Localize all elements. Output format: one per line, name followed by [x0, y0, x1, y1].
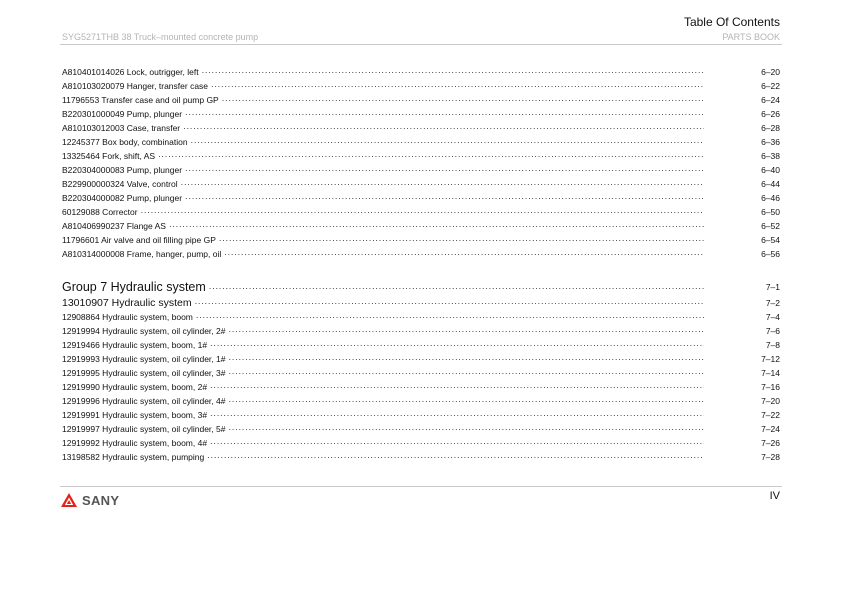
toc-entry[interactable]: [62, 163, 780, 177]
toc-entry-label: 13325464 Fork, shift, AS ·····: [62, 149, 704, 163]
toc-entry-page: 6–54: [761, 235, 780, 245]
book-label: PARTS BOOK: [722, 32, 780, 42]
header-title: Table Of Contents: [683, 15, 780, 29]
header-divider: [60, 44, 782, 45]
toc-entry-page: 7–6: [765, 326, 780, 336]
toc-entry-page: 6–40: [761, 165, 780, 175]
toc-entry-page: 6–44: [761, 179, 780, 189]
toc-entry-page: 6–52: [761, 221, 780, 231]
toc-entry-label: 12908864 Hydraulic system, boom ·····: [62, 310, 704, 324]
toc-entry-page: 7–4: [765, 312, 780, 322]
toc-subgroup-label: 13010907 Hydraulic system ·····: [62, 296, 704, 310]
toc-entry[interactable]: [62, 394, 780, 408]
toc-entry[interactable]: [62, 247, 780, 261]
toc-entry-label: B220304000083 Pump, plunger ·····: [62, 163, 704, 177]
toc-entry-label: 60129088 Corrector ·····: [62, 205, 704, 219]
toc-entry[interactable]: [62, 79, 780, 93]
toc-entry-label: 12919993 Hydraulic system, oil cylinder, 1# ·····: [62, 352, 704, 366]
toc-entry[interactable]: [62, 366, 780, 380]
toc-entry-page: 6–26: [761, 109, 780, 119]
toc-entry[interactable]: [62, 65, 780, 79]
toc-entry-label: A810314000008 Frame, hanger, pump, oil ·····: [62, 247, 704, 261]
toc-entry[interactable]: [62, 233, 780, 247]
toc-subgroup-page: 7–2: [765, 298, 780, 308]
toc-entry[interactable]: [62, 149, 780, 163]
table-of-contents: [62, 65, 780, 464]
toc-entry-page: 6–28: [761, 123, 780, 133]
toc-group-heading[interactable]: [62, 279, 780, 296]
document-title: SYG5271THB 38 Truck–mounted concrete pump: [62, 32, 259, 42]
toc-entry-page: 6–56: [761, 249, 780, 259]
toc-entry-label: A810401014026 Lock, outrigger, left ·····: [62, 65, 704, 79]
toc-entry-page: 6–22: [761, 81, 780, 91]
toc-entry-page: 6–38: [761, 151, 780, 161]
toc-entry[interactable]: [62, 107, 780, 121]
toc-list-group-6: [62, 65, 780, 261]
toc-entry[interactable]: [62, 436, 780, 450]
toc-entry-page: 6–20: [761, 67, 780, 77]
toc-entry-page: 6–50: [761, 207, 780, 217]
toc-entry-label: 11796601 Air valve and oil filling pipe GP ·····: [62, 233, 704, 247]
toc-entry-label: B220301000049 Pump, plunger ·····: [62, 107, 704, 121]
toc-entry[interactable]: [62, 135, 780, 149]
section-gap: [62, 261, 780, 279]
toc-entry-label: A810406990237 Flange AS ·····: [62, 219, 704, 233]
toc-entry-label: 12245377 Box body, combination ·····: [62, 135, 704, 149]
toc-entry[interactable]: [62, 324, 780, 338]
toc-entry-page: 7–20: [761, 396, 780, 406]
toc-entry[interactable]: [62, 191, 780, 205]
toc-entry[interactable]: [62, 422, 780, 436]
toc-entry-page: 7–22: [761, 410, 780, 420]
logo-text: SANY: [82, 492, 120, 508]
toc-entry-label: 12919991 Hydraulic system, boom, 3# ·····: [62, 408, 704, 422]
page-number: IV: [769, 490, 780, 502]
footer-divider: [60, 486, 782, 487]
toc-entry-label: B229900000324 Valve, control ·····: [62, 177, 704, 191]
toc-entry-label: 12919466 Hydraulic system, boom, 1# ·····: [62, 338, 704, 352]
toc-entry-label: 12919990 Hydraulic system, boom, 2# ·····: [62, 380, 704, 394]
toc-entry-page: 6–46: [761, 193, 780, 203]
toc-entry[interactable]: [62, 205, 780, 219]
toc-entry[interactable]: [62, 121, 780, 135]
toc-entry-page: 7–12: [761, 354, 780, 364]
toc-group-page: 7–1: [765, 282, 780, 292]
toc-entry-page: 7–28: [761, 452, 780, 462]
toc-entry-page: 7–26: [761, 438, 780, 448]
toc-entry-page: 6–24: [761, 95, 780, 105]
toc-entry[interactable]: [62, 219, 780, 233]
toc-entry[interactable]: [62, 338, 780, 352]
toc-entry-label: 12919995 Hydraulic system, oil cylinder, 3# ·····: [62, 366, 704, 380]
toc-entry-page: 7–16: [761, 382, 780, 392]
toc-entry[interactable]: [62, 408, 780, 422]
sany-logo: [60, 491, 119, 509]
toc-list-group-7: [62, 310, 780, 464]
toc-entry-label: A810103012003 Case, transfer ·····: [62, 121, 704, 135]
toc-entry-label: B220304000082 Pump, plunger ·····: [62, 191, 704, 205]
toc-entry-label: 12919994 Hydraulic system, oil cylinder, 2# ·····: [62, 324, 704, 338]
toc-entry-page: 7–24: [761, 424, 780, 434]
toc-entry[interactable]: [62, 380, 780, 394]
toc-entry-page: 7–8: [765, 340, 780, 350]
toc-entry[interactable]: [62, 450, 780, 464]
toc-entry[interactable]: [62, 177, 780, 191]
toc-entry-label: 12919997 Hydraulic system, oil cylinder, 5# ·····: [62, 422, 704, 436]
toc-entry[interactable]: [62, 352, 780, 366]
toc-entry-label: 12919992 Hydraulic system, boom, 4# ·····: [62, 436, 704, 450]
toc-subgroup-heading[interactable]: [62, 296, 780, 310]
toc-entry-page: 6–36: [761, 137, 780, 147]
toc-entry-label: 13198582 Hydraulic system, pumping ·····: [62, 450, 704, 464]
toc-entry-label: 11796553 Transfer case and oil pump GP ·····: [62, 93, 704, 107]
sany-logo-icon: [60, 492, 78, 508]
toc-entry-label: 12919996 Hydraulic system, oil cylinder, 4# ·····: [62, 394, 704, 408]
toc-entry[interactable]: [62, 93, 780, 107]
toc-entry-page: 7–14: [761, 368, 780, 378]
toc-entry-label: A810103020079 Hanger, transfer case ·····: [62, 79, 704, 93]
toc-group-label: Group 7 Hydraulic system ·····: [62, 279, 704, 297]
toc-entry[interactable]: [62, 310, 780, 324]
